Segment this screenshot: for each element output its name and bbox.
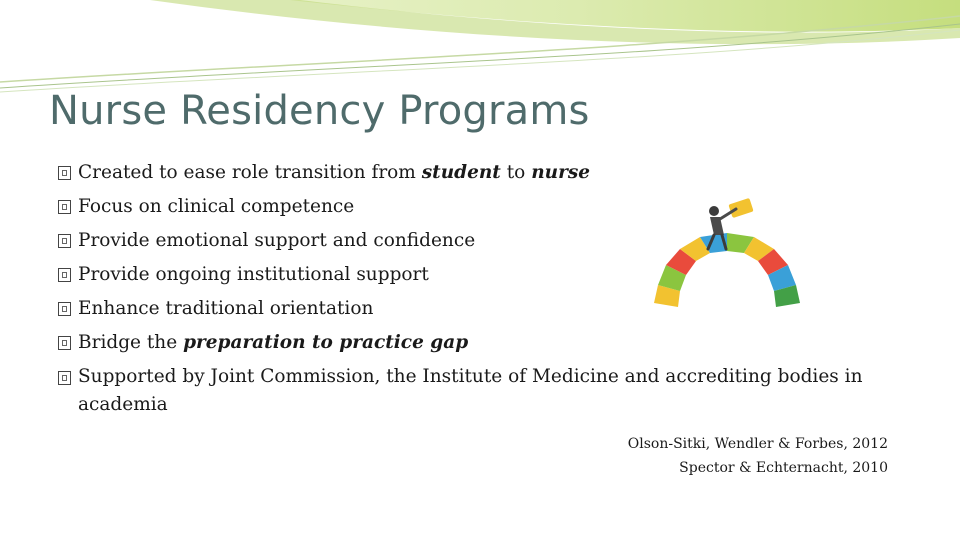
bullet-text: Supported by Joint Commission, the Institute of Medicine and accrediting bodies in academia xyxy=(78,366,863,415)
bullet-emphasis: nurse xyxy=(531,162,591,183)
bullet-text: Focus on clinical competence xyxy=(78,196,355,217)
bullet-marker-icon xyxy=(58,302,71,316)
bullet-emphasis: student xyxy=(421,162,501,183)
citation: Olson-Sitki, Wendler & Forbes, 2012 xyxy=(627,436,888,452)
puzzle-bridge-businessman-icon xyxy=(640,195,815,320)
bullet-item xyxy=(58,360,878,419)
bullet-text: Enhance traditional orientation xyxy=(78,298,374,319)
citation: Spector & Echternacht, 2010 xyxy=(679,460,888,476)
bullet-marker-icon xyxy=(58,200,71,214)
header-swoosh-decoration xyxy=(0,0,960,95)
bullet-text: Provide ongoing institutional support xyxy=(78,264,429,285)
bullet-text: Provide emotional support and confidence xyxy=(78,230,476,251)
bullet-marker-icon xyxy=(58,234,71,248)
bullet-text: to xyxy=(500,162,532,183)
bullet-emphasis: preparation to practice gap xyxy=(183,332,469,353)
bullet-text: Bridge the xyxy=(78,332,184,353)
bullet-text: Created to ease role transition from xyxy=(78,162,422,183)
bullet-marker-icon xyxy=(58,371,71,385)
bullet-item xyxy=(58,156,878,190)
bullet-item xyxy=(58,326,878,360)
bullet-marker-icon xyxy=(58,166,71,180)
bullet-marker-icon xyxy=(58,336,71,350)
slide-title: Nurse Residency Programs xyxy=(49,88,590,134)
bullet-marker-icon xyxy=(58,268,71,282)
citations xyxy=(628,432,888,480)
